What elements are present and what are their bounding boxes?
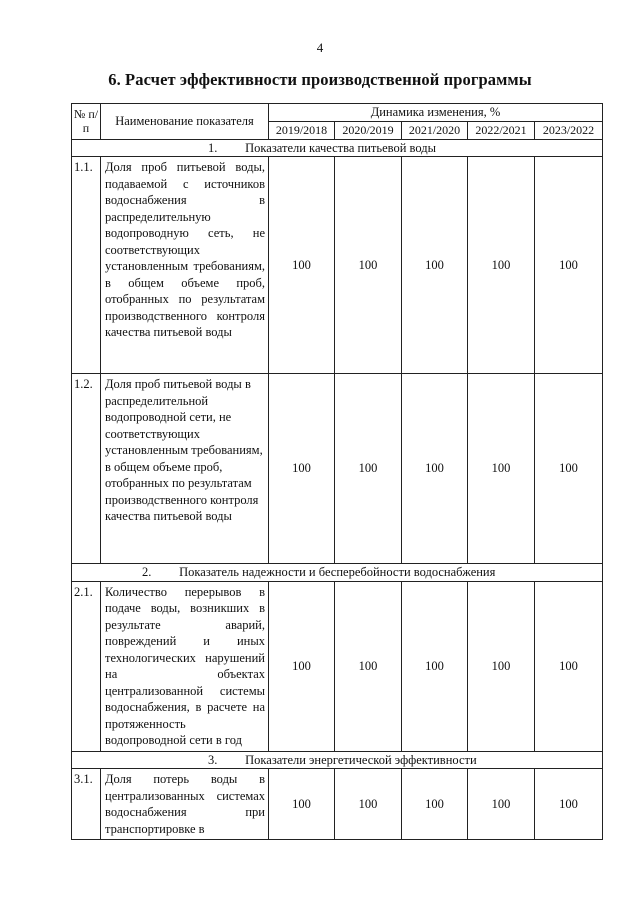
row-value: 100 <box>535 769 603 840</box>
table-row <box>72 581 603 751</box>
header-year-5: 2023/2022 <box>535 122 603 140</box>
table-header-row <box>72 104 603 122</box>
efficiency-table <box>71 103 603 840</box>
row-num: 2.1. <box>72 581 101 751</box>
header-year-2: 2020/2019 <box>335 122 402 140</box>
row-value: 100 <box>269 374 335 564</box>
section-num: 1. <box>208 140 218 155</box>
row-value: 100 <box>402 374 468 564</box>
row-value: 100 <box>335 769 402 840</box>
row-value: 100 <box>402 157 468 374</box>
section-row-energy <box>72 751 603 769</box>
table-row <box>72 374 603 564</box>
row-value: 100 <box>335 581 402 751</box>
row-value: 100 <box>535 157 603 374</box>
table-row <box>72 769 603 840</box>
row-value: 100 <box>269 581 335 751</box>
section-title-text: Показатели качества питьевой воды <box>245 140 436 155</box>
row-num: 1.2. <box>72 374 101 564</box>
section-title-text: Показатели энергетической эффективности <box>245 752 477 767</box>
row-value: 100 <box>468 581 535 751</box>
row-value: 100 <box>335 374 402 564</box>
table-row <box>72 157 603 374</box>
row-name: Доля проб питьевой воды, подаваемой с источников водоснабжения в распределительную водопроводную сеть, не соответствующих установленным требованиям, в общем объеме проб, отобранных по результатам производственного контроля качества питьевой воды <box>101 157 269 374</box>
section-num: 3. <box>208 752 218 767</box>
header-year-4: 2022/2021 <box>468 122 535 140</box>
section-row-quality <box>72 139 603 157</box>
row-value: 100 <box>535 581 603 751</box>
row-num: 1.1. <box>72 157 101 374</box>
header-year-3: 2021/2020 <box>402 122 468 140</box>
row-value: 100 <box>269 157 335 374</box>
row-name: Доля проб питьевой воды в распределительной водопроводной сети, не соответствующих установленным требованиям, в общем объеме проб, отобранных по результатам производственного контроля качества питьевой воды <box>101 374 269 564</box>
section-title-text: Показатель надежности и бесперебойности водоснабжения <box>179 565 496 579</box>
header-dynamics: Динамика изменения, % <box>269 104 603 122</box>
section-num: 2. <box>142 565 152 579</box>
row-value: 100 <box>468 769 535 840</box>
row-name: Доля потерь воды в централизованных системах водоснабжения при транспортировке в <box>101 769 269 840</box>
row-value: 100 <box>468 157 535 374</box>
row-value: 100 <box>335 157 402 374</box>
row-value: 100 <box>468 374 535 564</box>
header-name: Наименование показателя <box>101 104 269 140</box>
row-value: 100 <box>402 769 468 840</box>
row-name: Количество перерывов в подаче воды, возникших в результате аварий, повреждений и иных технологических нарушений на объектах централизованной системы водоснабжения, в расчете на протяженность водопроводной сети в год <box>101 581 269 751</box>
header-year-1: 2019/2018 <box>269 122 335 140</box>
section-title: 6. Расчет эффективности производственной программы <box>108 70 532 89</box>
page-number: 4 <box>316 40 324 55</box>
row-value: 100 <box>535 374 603 564</box>
row-value: 100 <box>269 769 335 840</box>
section-row-reliability <box>72 564 603 582</box>
header-num: № п/п <box>72 104 101 140</box>
row-value: 100 <box>402 581 468 751</box>
row-num: 3.1. <box>72 769 101 840</box>
